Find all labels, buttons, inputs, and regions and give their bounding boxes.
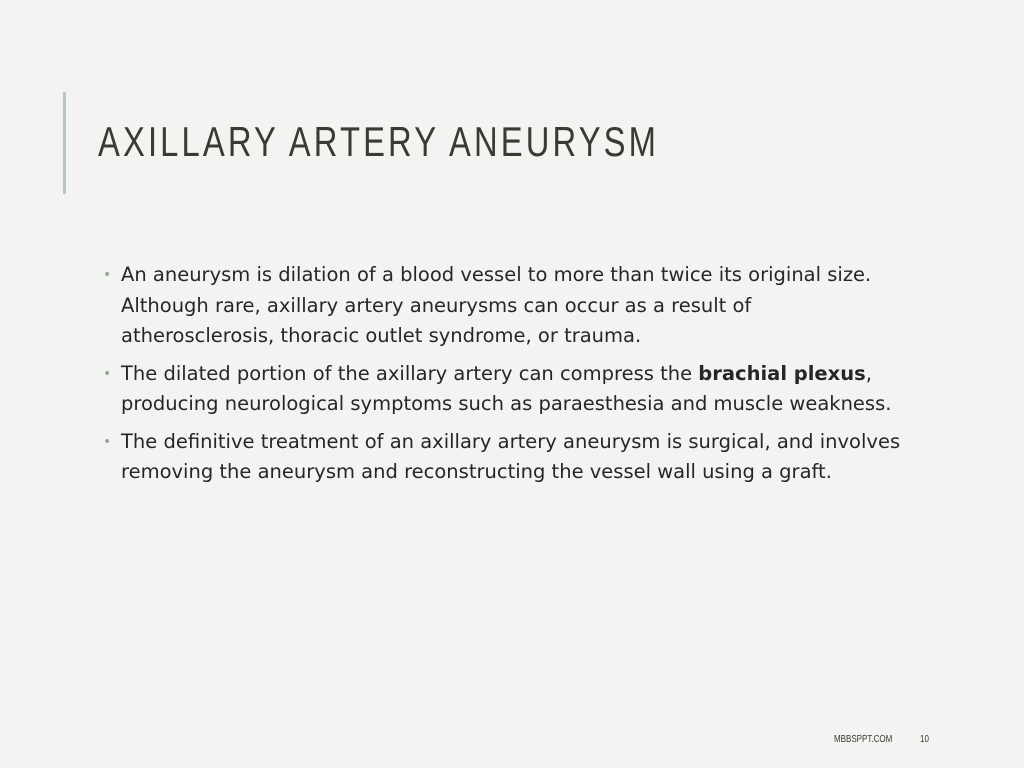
bullet-item (103, 260, 903, 352)
slide-title: AXILLARY ARTERY ANEURYSM (98, 118, 660, 165)
bullet-list (103, 260, 903, 495)
bullet-text: An aneurysm is dilation of a blood vessel to more than twice its original size. Although rare, axillary artery aneurysms can occur as a result of atherosclerosis, thoracic outlet syndrome, or trauma. (121, 263, 872, 347)
bullet-icon: • (103, 365, 112, 382)
footer-site-name: MBBSPPT.COM (834, 734, 893, 745)
bullet-bold-term: brachial plexus (698, 361, 866, 385)
footer-page-number: 10 (920, 734, 929, 745)
bullet-text-before: The dilated portion of the axillary artery can compress the (121, 361, 699, 385)
bullet-text: The definitive treatment of an axillary artery aneurysm is surgical, and involves removing the aneurysm and reconstructing the vessel wall using a graft. (121, 429, 901, 483)
bullet-icon: • (103, 267, 112, 283)
bullet-icon: • (103, 433, 112, 450)
title-accent-bar (63, 92, 66, 194)
bullet-item (103, 427, 903, 488)
bullet-text-after: , producing neurological symptoms such as paraesthesia and muscle weakness. (121, 361, 892, 415)
bullet-item (103, 359, 903, 420)
